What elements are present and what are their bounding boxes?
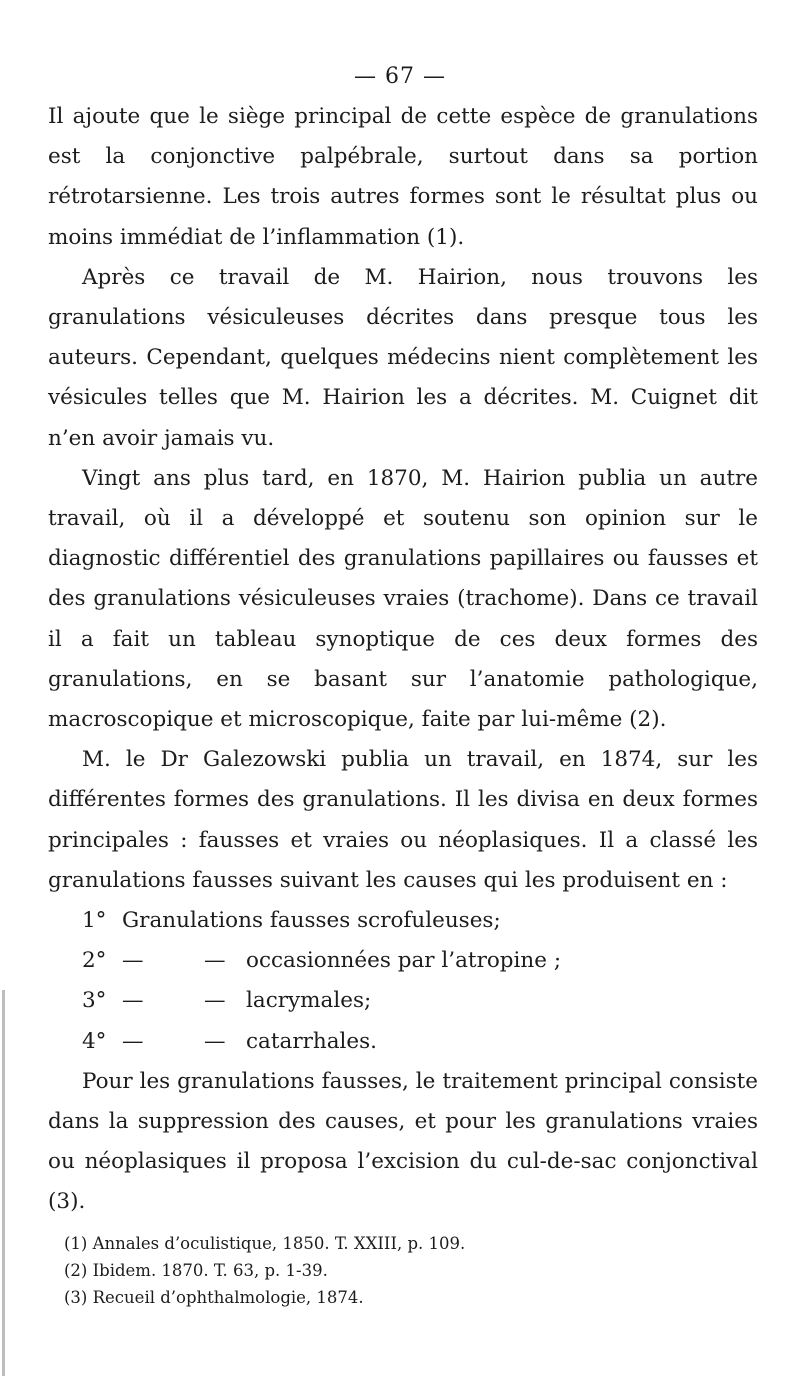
- list-item: [48, 941, 758, 981]
- footnotes: [64, 1230, 764, 1311]
- ditto-dash: —: [122, 1028, 144, 1054]
- list-number: 4°: [82, 1028, 107, 1054]
- list-text: occasionnées par l’atropine ;: [246, 948, 562, 974]
- footnote: (1) Annales d’oculistique, 1850. T. XXIII, p. 109.: [64, 1234, 466, 1253]
- list-text: Granulations fausses scrofuleuses;: [122, 908, 501, 934]
- paragraph: Vingt ans plus tard, en 1870, M. Hairion publia un autre travail, où il a développé et soutenu son opinion sur le diagnostic différentiel des granulations papillaires ou fausses et des granulations vésiculeuses vraies (trachome). Dans ce travail il a fait un tableau synoptique de ces deux formes des granulations, en se basant sur l’anatomie pathologique, macroscopique et microscopique, faite par lui-même (2).: [48, 465, 758, 733]
- paragraph: Il ajoute que le siège principal de cette espèce de granulations est la conjonctive palpébrale, surtout dans sa portion rétrotarsienne. Les trois autres formes sont le résultat plus ou moins immédiat de l’inflammation (1).: [48, 104, 758, 250]
- list-item: [48, 1022, 758, 1062]
- ditto-dash: —: [204, 988, 226, 1014]
- footnote: (2) Ibidem. 1870. T. 63, p. 1-39.: [64, 1261, 328, 1280]
- paragraph: M. le Dr Galezowski publia un travail, en 1874, sur les différentes formes des granulations. Il les divisa en deux formes principales : fausses et vraies ou néoplasiques. Il a classé les granulations fausses suivant les causes qui les produisent en :: [48, 747, 758, 893]
- page-number: — 67 —: [354, 64, 446, 89]
- ditto-dash: —: [204, 948, 226, 974]
- ditto-dash: —: [122, 948, 144, 974]
- footnote: (3) Recueil d’ophthalmologie, 1874.: [64, 1288, 364, 1307]
- paragraph: Après ce travail de M. Hairion, nous trouvons les granulations vésiculeuses décrites dans presque tous les auteurs. Cependant, quelques médecins nient complètement les vésicules telles que M. Hairion les a décrites. M. Cuignet dit n’en avoir jamais vu.: [48, 264, 758, 451]
- list-item: [48, 981, 758, 1021]
- list-text: catarrhales.: [246, 1028, 378, 1054]
- list-number: 1°: [82, 908, 107, 934]
- body-text: [48, 97, 758, 1223]
- ditto-dash: —: [122, 988, 144, 1014]
- list-number: 3°: [82, 988, 107, 1014]
- ditto-dash: —: [204, 1028, 226, 1054]
- granulation-list: [48, 901, 758, 1062]
- list-text: lacrymales;: [246, 988, 372, 1014]
- scan-edge-line: [2, 990, 5, 1376]
- list-item: [48, 901, 758, 941]
- paragraph: Pour les granulations fausses, le traitement principal consiste dans la suppression des causes, et pour les granulations vraies ou néoplasiques il proposa l’excision du cul-de-sac conjonctival (3).: [48, 1068, 758, 1215]
- list-number: 2°: [82, 948, 107, 974]
